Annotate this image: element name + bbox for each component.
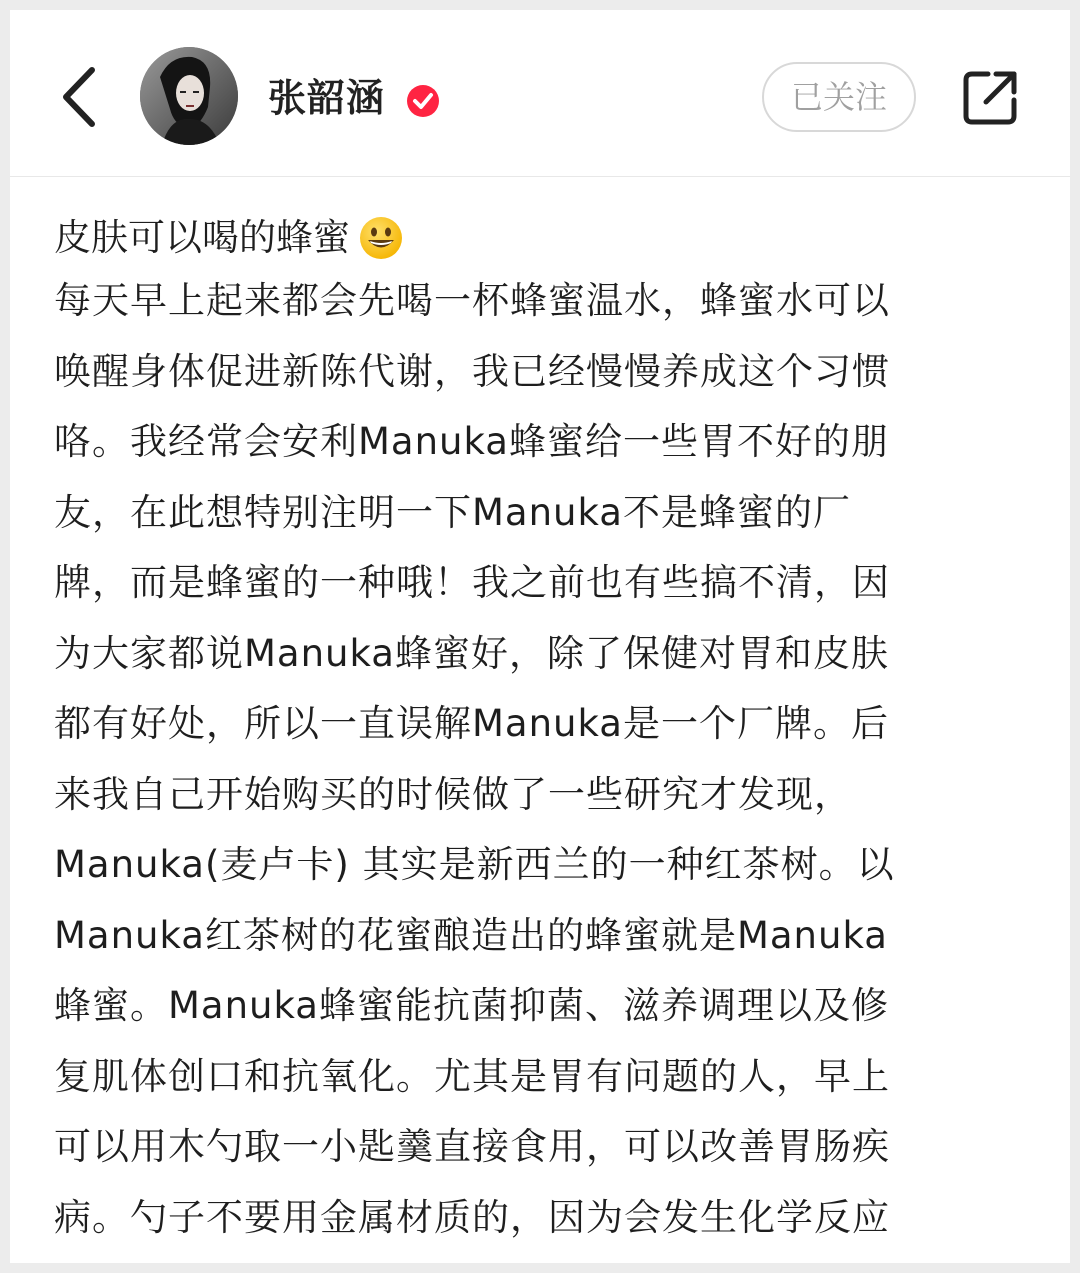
post-line: 蜂蜜。Manuka蜂蜜能抗菌抑菌、滋养调理以及修 xyxy=(54,984,889,1027)
post-line: 为大家都说Manuka蜂蜜好，除了保健对胃和皮肤 xyxy=(54,631,889,675)
grinning-face-emoji xyxy=(358,215,404,261)
post-line: 牌，而是蜂蜜的一种哦！我之前也有些搞不清，因 xyxy=(54,561,890,604)
chevron-left-icon[interactable] xyxy=(54,62,104,132)
top-bar xyxy=(10,10,1070,177)
post-line: 来我自己开始购买的时候做了一些研究才发现， xyxy=(54,772,852,816)
post-line: 每天早上起来都会先喝一杯蜂蜜温水，蜂蜜水可以 xyxy=(54,279,890,322)
follow-button[interactable]: 已关注 xyxy=(762,62,916,132)
post-title-row xyxy=(54,210,1014,266)
post-title: 皮肤可以喝的蜂蜜 xyxy=(54,216,350,259)
avatar[interactable] xyxy=(140,47,238,145)
post-line: Manuka红茶树的花蜜酿造出的蜂蜜就是Manuka xyxy=(54,913,888,957)
post-line: Manuka(麦卢卡) 其实是新西兰的一种红茶树。以 xyxy=(54,843,895,886)
post-line: 病。勺子不要用金属材质的，因为会发生化学反应 xyxy=(54,1195,890,1239)
user-name[interactable]: 张韶涵 xyxy=(268,76,386,120)
post-line: 复肌体创口和抗氧化。尤其是胃有问题的人，早上 xyxy=(54,1054,890,1098)
post-content xyxy=(54,210,1014,1253)
post-line: 咯。我经常会安利Manuka蜂蜜给一些胃不好的朋 xyxy=(54,420,889,463)
post-line: 都有好处，所以一直误解Manuka是一个厂牌。后 xyxy=(54,702,889,745)
share-icon[interactable] xyxy=(962,68,1020,126)
post-line: 唤醒身体促进新陈代谢，我已经慢慢养成这个习惯 xyxy=(54,349,890,393)
verified-badge-icon xyxy=(406,84,440,118)
post-line: 友，在此想特别注明一下Manuka不是蜂蜜的厂 xyxy=(54,490,851,534)
post-line: 可以用木勺取一小匙羹直接食用，可以改善胃肠疾 xyxy=(54,1125,890,1168)
post-card xyxy=(10,10,1070,1263)
